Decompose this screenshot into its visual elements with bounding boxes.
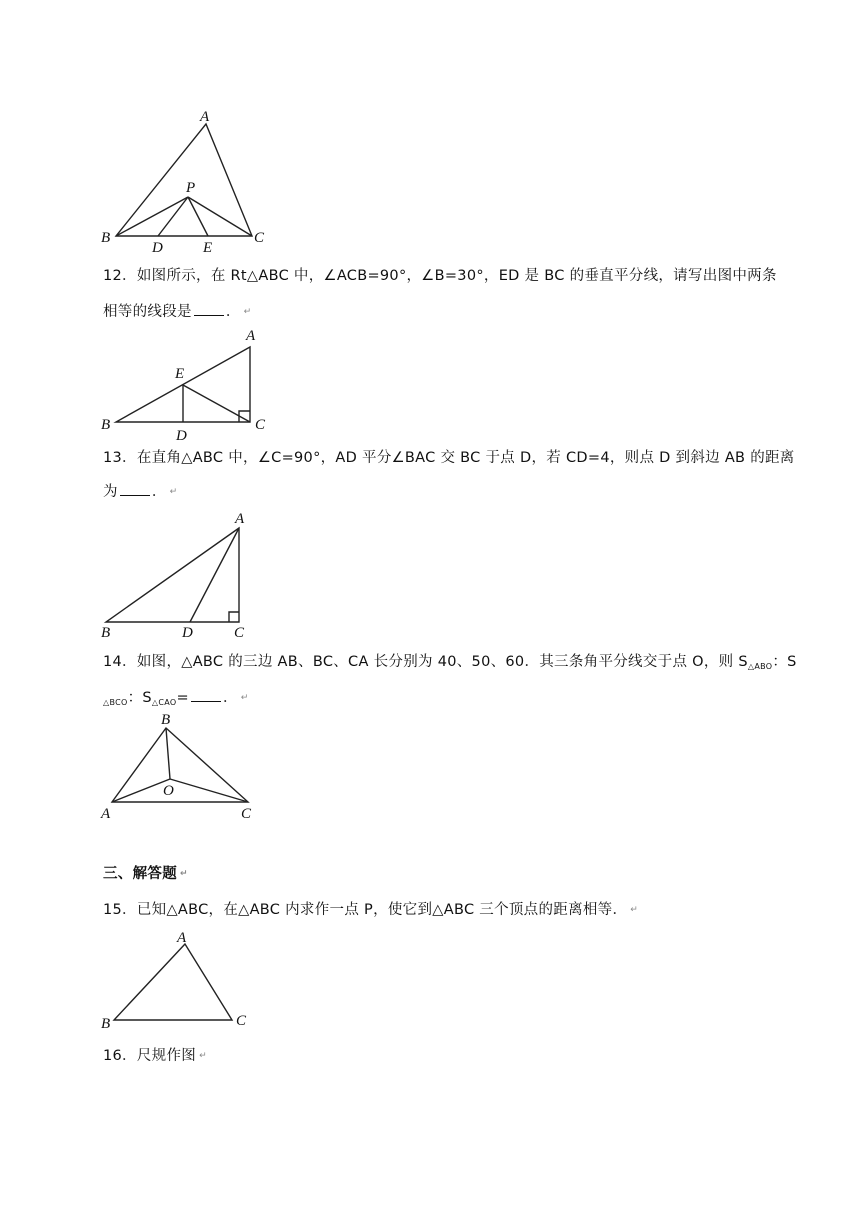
- q14-suffix: ．: [222, 690, 238, 706]
- q13-line2-prefix: 为: [103, 484, 118, 500]
- q12-answer-blank[interactable]: [194, 303, 224, 316]
- fig13-label-B: B: [101, 625, 111, 641]
- fig11-lines: [116, 124, 252, 236]
- fig13-label-A: A: [235, 511, 245, 527]
- fig14-label-A: A: [101, 806, 111, 822]
- q15-text: 15．已知△ABC，在△ABC 内求作一点 P，使它到△ABC 三个顶点的距离相等． ↵: [103, 902, 639, 918]
- q14-sub-abo: △ABO: [747, 662, 773, 671]
- q14-sub-cao: △CAO: [151, 698, 177, 707]
- q14-sub-bco: △BCO: [103, 698, 128, 707]
- q12-line2-suffix: ．: [225, 304, 241, 320]
- q14-colon2: ：S: [127, 690, 152, 706]
- fig14-label-O: O: [163, 783, 174, 799]
- q13-answer-blank[interactable]: [120, 483, 150, 496]
- fig11-label-B: B: [101, 230, 111, 246]
- q12-line2-prefix: 相等的线段是: [103, 304, 192, 320]
- fig14-label-B: B: [161, 712, 171, 728]
- fig12-label-B: B: [101, 417, 111, 433]
- section-title: 三、解答题 ↵: [103, 866, 188, 882]
- fig15-label-B: B: [101, 1016, 111, 1032]
- fig11-label-E: E: [203, 240, 213, 256]
- q14-line2: $_{\triangle BCO}$：$S_{\triangle CAO}=$ ． ↵: [103, 690, 249, 707]
- figure-q12-triangle: [116, 347, 250, 422]
- fig13-label-C: C: [234, 625, 245, 641]
- fig14-label-C: C: [241, 806, 252, 822]
- fig12-label-A: A: [246, 328, 256, 344]
- fig12-label-E: E: [175, 366, 185, 382]
- q14-eq: =: [176, 690, 189, 706]
- figure-q15-triangle: [114, 944, 232, 1020]
- q12-line2: 相等的线段是 ． ↵: [103, 304, 252, 320]
- q16-text: 16．尺规作图 ↵: [103, 1048, 207, 1064]
- fig12-label-C: C: [255, 417, 266, 433]
- fig11-label-P: P: [186, 180, 196, 196]
- figure-q14-triangle: [112, 728, 248, 802]
- q13-line2: 为 ． ↵: [103, 484, 178, 500]
- fig11-label-D: D: [152, 240, 163, 256]
- q14-line1: [103, 652, 797, 677]
- fig13-label-D: D: [182, 625, 193, 641]
- fig12-label-D: D: [176, 428, 187, 444]
- fig11-label-A: A: [200, 109, 210, 125]
- fig15-label-A: A: [177, 930, 187, 946]
- figure-q13-triangle: [106, 528, 239, 622]
- q12-line1: 12．如图所示，在 Rt△ABC 中，∠ACB=90°，∠B=30°，ED 是 BC 的垂直平分线，请写出图中两条: [103, 268, 777, 284]
- fig11-label-C: C: [254, 230, 265, 246]
- fig15-label-C: C: [236, 1013, 247, 1029]
- q13-line2-suffix: ．: [151, 484, 167, 500]
- q14-colon1: ：S: [772, 654, 797, 670]
- q14-text: 14．如图，△ABC 的三边 AB、BC、CA 长分别为 40、50、60．其三条角平分线交于点 O，则 S: [103, 654, 748, 670]
- q14-answer-blank[interactable]: [191, 689, 221, 702]
- q13-line1: 13．在直角△ABC 中，∠C=90°，AD 平分∠BAC 交 BC 于点 D，若 CD=4，则点 D 到斜边 AB 的距离: [103, 450, 795, 466]
